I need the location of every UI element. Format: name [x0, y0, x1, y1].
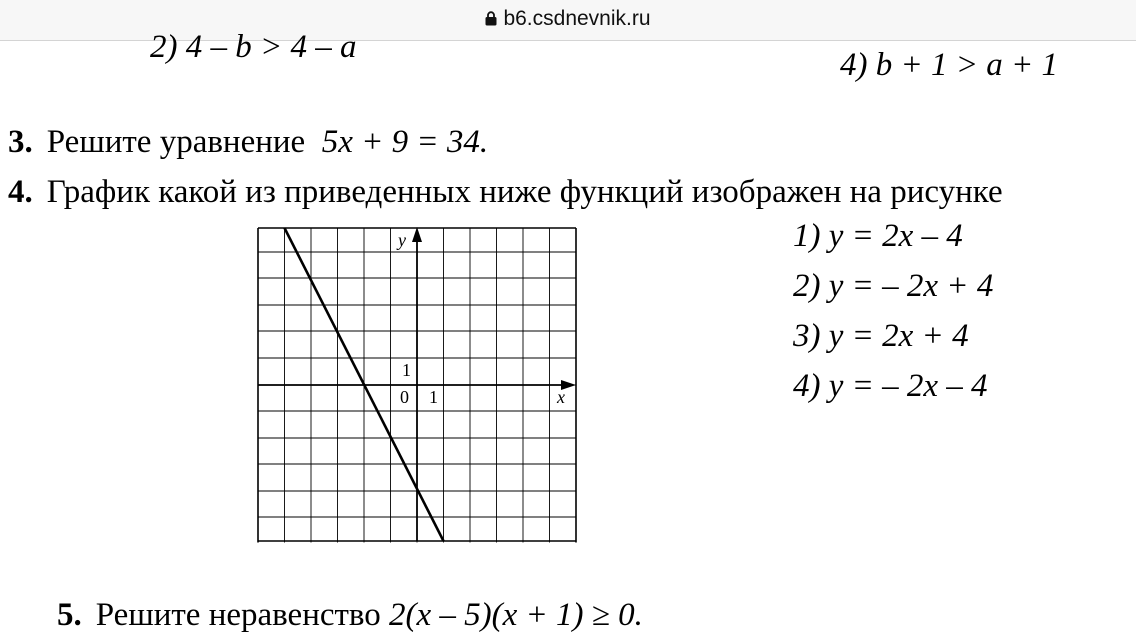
question-4-text: График какой из приведенных ниже функций изображен на рисунке: [46, 174, 1003, 210]
question-3-number: 3.: [8, 124, 33, 160]
question-3-text: Решите уравнение: [46, 124, 306, 160]
x-unit-label: 1: [429, 387, 438, 407]
question-4: [8, 174, 1003, 211]
question-3: [8, 124, 488, 161]
origin-label: 0: [400, 387, 409, 407]
question-4-number: 4.: [8, 174, 33, 210]
answer-option-2: 2) y = – 2x + 4: [793, 268, 994, 304]
question-5-inequality: 2(x – 5)(x + 1) ≥ 0.: [389, 597, 643, 633]
question-5-number: 5.: [57, 597, 82, 633]
previous-question-cut-option: 2) 4 – b > 4 – a: [150, 29, 357, 65]
url-display[interactable]: [0, 7, 1136, 31]
lock-icon: [485, 11, 497, 26]
url-text: b6.csdnevnik.ru: [503, 7, 651, 30]
x-axis-label: x: [557, 387, 565, 407]
question-3-equation: 5x + 9 = 34.: [321, 124, 489, 160]
y-axis-label: y: [398, 230, 406, 250]
function-graph: [255, 225, 579, 545]
question-5: [57, 597, 643, 634]
y-axis-arrow: [412, 227, 422, 242]
previous-question-option-4: 4) b + 1 > a + 1: [840, 47, 1059, 83]
answer-option-4: 4) y = – 2x – 4: [793, 368, 988, 404]
answer-option-3: 3) y = 2x + 4: [793, 318, 969, 354]
document-page: [0, 29, 1136, 640]
y-unit-label: 1: [402, 360, 411, 380]
question-5-text: Решите неравенство: [95, 597, 381, 633]
answer-option-1: 1) y = 2x – 4: [793, 218, 963, 254]
